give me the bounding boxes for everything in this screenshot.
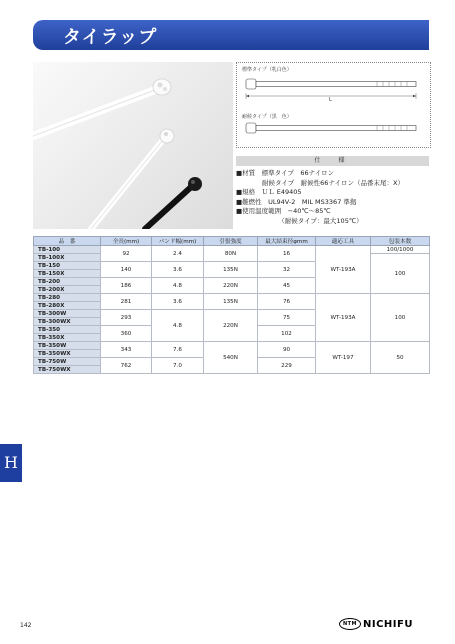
strength-cell: 80N [204,246,258,262]
model-cell: TB-200 [34,278,101,286]
spec-heading: 仕 様 [236,156,429,166]
col-header-length: 全長(mm) [101,237,152,246]
strength-cell: 540N [204,342,258,374]
page-title: タイラップ [63,27,158,48]
model-cell: TB-100X [34,254,101,262]
diameter-cell: 229 [258,358,316,374]
tool-cell: WT-197 [316,342,371,374]
model-cell: TB-350W [34,342,101,350]
strength-cell: 135N [204,294,258,310]
model-cell: TB-280 [34,294,101,302]
model-cell: TB-150X [34,270,101,278]
spec-row: ■使用温度範囲 −40℃〜85℃ [236,207,331,215]
length-label: L [329,97,332,103]
col-header-tool: 適応工具 [316,237,371,246]
product-photo [33,62,233,229]
diameter-cell: 90 [258,342,316,358]
table-header-row [34,237,430,246]
spec-row: 耐候タイプ 耐候性66ナイロン（品番末尾：X） [236,178,404,187]
tool-cell: WT-193A [316,294,371,342]
logo-name: NICHIFU [363,619,413,630]
diameter-cell: 32 [258,262,316,278]
logo-mark: NTM [339,618,361,630]
strength-cell: 135N [204,262,258,278]
spec-list [236,169,429,226]
pack-cell: 100 [371,254,430,294]
width-cell: 3.6 [152,294,204,310]
model-cell: TB-100 [34,246,101,254]
length-cell: 360 [101,326,152,342]
length-cell: 343 [101,342,152,358]
model-cell: TB-350 [34,326,101,334]
model-cell: TB-300WX [34,318,101,326]
diameter-cell: 16 [258,246,316,262]
table-row [34,246,430,254]
table-row [34,342,430,350]
dimension-diagram [236,62,431,148]
width-cell: 7.0 [152,358,204,374]
diameter-cell: 75 [258,310,316,326]
col-header-pack: 包装本数 [371,237,430,246]
model-cell: TB-300W [34,310,101,318]
pack-cell: 100/1000 [371,246,430,254]
diameter-cell: 45 [258,278,316,294]
col-header-strength: 引張強度 [204,237,258,246]
diameter-cell: 102 [258,326,316,342]
model-cell: TB-350X [34,334,101,342]
model-cell: TB-280X [34,302,101,310]
weather-type-label: 耐候タイプ（黒 色） [242,114,292,120]
pack-cell: 100 [371,294,430,342]
standard-type-label: 標準タイプ（乳白色） [242,67,292,73]
width-cell: 4.8 [152,310,204,342]
strength-cell: 220N [204,278,258,294]
length-cell: 140 [101,262,152,278]
spec-row: （耐候タイプ：最大105℃） [236,216,363,225]
model-cell: TB-150 [34,262,101,270]
spec-row: ■難燃性 UL94V-2 MIL MS3367 準拠 [236,197,357,206]
company-logo [339,618,413,630]
spec-row: ■材質 標準タイプ 66ナイロン [236,169,335,177]
cable-tie-photo [33,62,233,229]
width-cell: 7.6 [152,342,204,358]
title-bar [33,20,429,50]
length-cell: 762 [101,358,152,374]
length-cell: 92 [101,246,152,262]
pack-cell: 50 [371,342,430,374]
model-cell: TB-350WX [34,350,101,358]
width-cell: 4.8 [152,278,204,294]
diameter-cell: 76 [258,294,316,310]
col-header-diameter: 最大結束径φmm [258,237,316,246]
model-cell: TB-200X [34,286,101,294]
length-cell: 186 [101,278,152,294]
table-row [34,294,430,302]
model-cell: TB-750W [34,358,101,366]
product-spec-table [33,236,430,374]
col-header-model: 品 番 [34,237,101,246]
page-number: 142 [20,622,32,629]
model-cell: TB-750WX [34,366,101,374]
length-cell: 293 [101,310,152,326]
col-header-width: バンド幅(mm) [152,237,204,246]
width-cell: 3.6 [152,262,204,278]
spec-row: ■規格 ＵＬ E49405 [236,188,302,196]
tie-outline-drawing [237,63,430,147]
tool-cell: WT-193A [316,246,371,294]
strength-cell: 220N [204,310,258,342]
length-cell: 281 [101,294,152,310]
width-cell: 2.4 [152,246,204,262]
section-tab: H [0,444,22,482]
